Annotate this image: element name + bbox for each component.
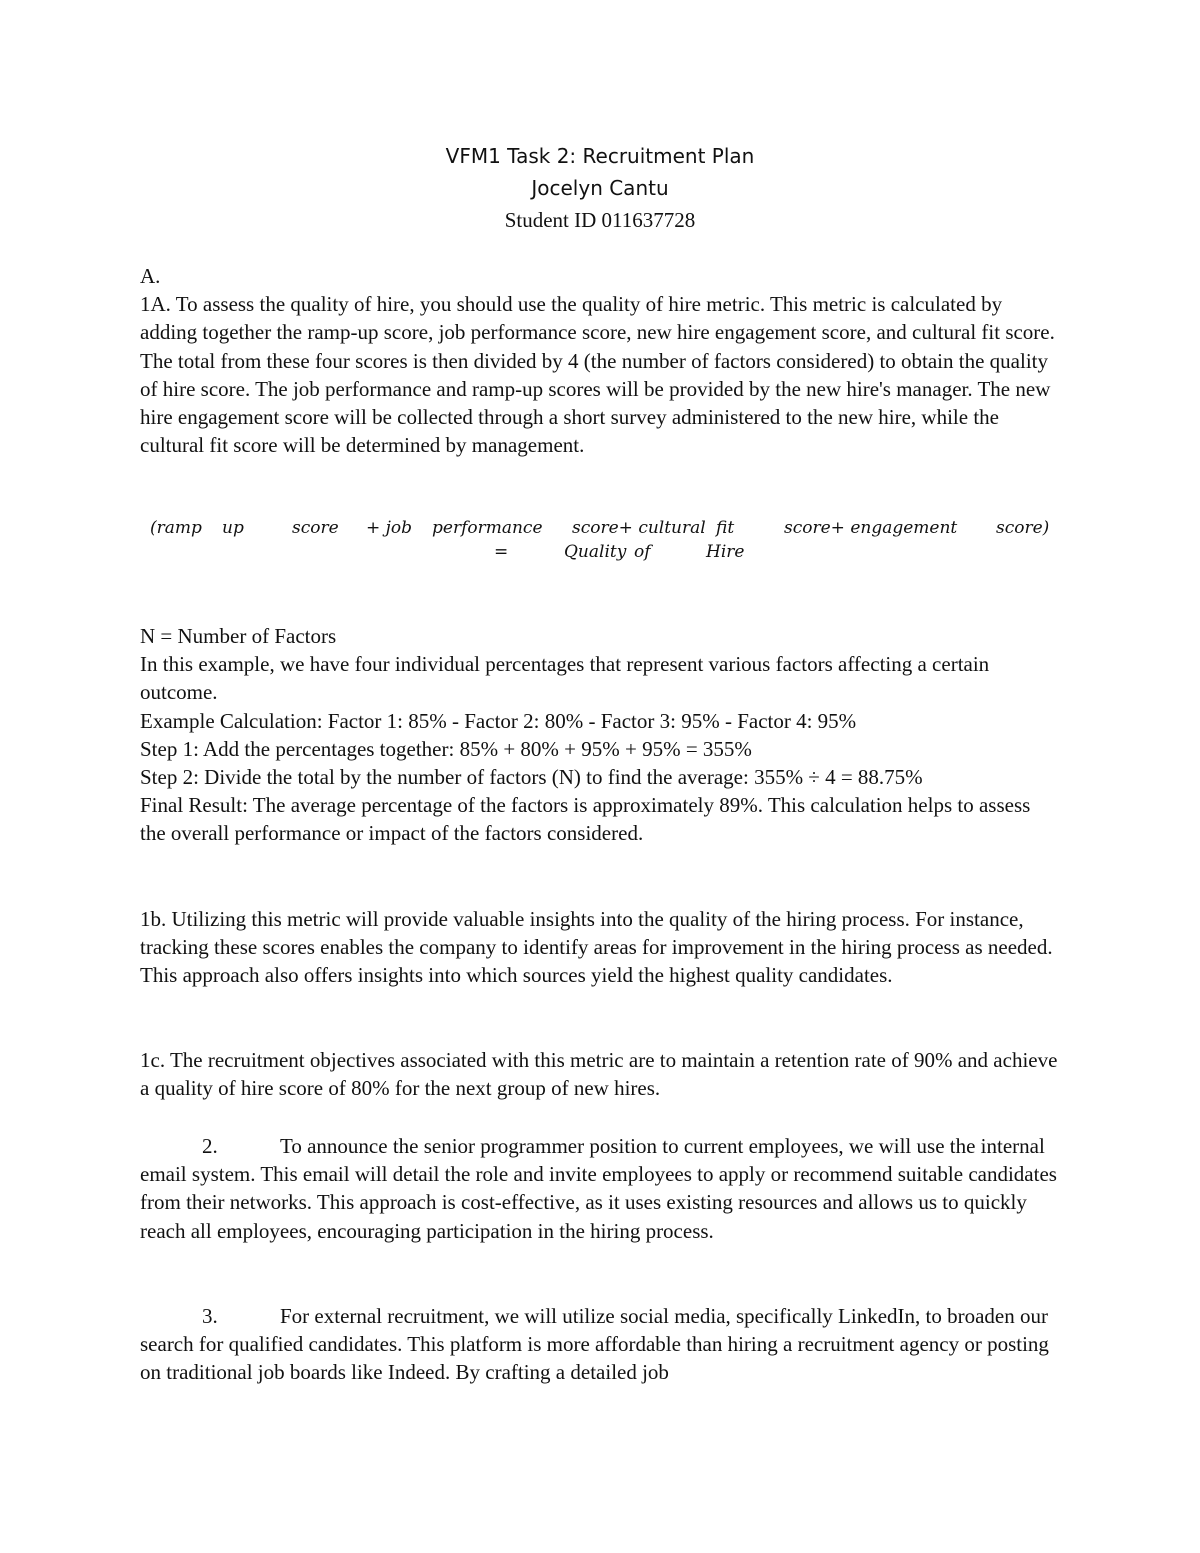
formula-term: score (292, 518, 339, 538)
item-2-paragraph (140, 1132, 1060, 1245)
formula-term: up (222, 518, 244, 538)
formula-result (140, 542, 1060, 566)
formula-term: (ramp (150, 518, 202, 538)
example-section (140, 622, 1060, 848)
formula-term: Hire (706, 542, 745, 562)
n-definition: N = Number of Factors (140, 624, 337, 648)
formula-term: score) (996, 518, 1050, 538)
formula-term: score+ cultural (572, 518, 706, 538)
author-name: Jocelyn Cantu (531, 176, 669, 200)
paragraph-1a: 1A. To assess the quality of hire, you should use the quality of hire metric. This metric is calculated by adding together the ramp-up score, job performance score, new hire engagement score, and cultural fit score. The total from these four scores is then divided by 4 (the number of factors considered) to obtain the quality of hire score. The job performance and ramp-up scores will be provided by the new hire's manager. The new hire engagement score will be collected through a short survey administered to the new hire, while the cultural fit score will be determined by management. (140, 292, 1055, 458)
section-1b (140, 905, 1060, 990)
paragraph-1c: 1c. The recruitment objectives associated with this metric are to maintain a retention rate of 90% and achieve a quality of hire score of 80% for the next group of new hires. (140, 1048, 1058, 1101)
title-block (0, 140, 1200, 236)
item-2-text: To announce the senior programmer position to current employees, we will use the internal email system. This email will detail the role and invite employees to apply or recommend suitable candidates from their networks. This approach is cost-effective, as it uses existing resources and allows us to quickly reach all employees, encouraging participation in the hiring process. (140, 1134, 1057, 1243)
formula-term: fit (716, 518, 735, 538)
student-id: Student ID 011637728 (504, 208, 696, 232)
section-a (140, 262, 1060, 459)
item-3-number: 3. (202, 1304, 218, 1328)
example-intro: In this example, we have four individual percentages that represent various factors affecting a certain outcome. (140, 652, 990, 705)
formula-term: score+ engagement (784, 518, 958, 538)
formula-term: of (634, 542, 651, 562)
section-3 (140, 1302, 1060, 1387)
formula-numerator (140, 518, 1060, 542)
formula-term: + job (366, 518, 413, 538)
item-3-paragraph (140, 1302, 1060, 1387)
item-2-number: 2. (202, 1134, 218, 1158)
quality-of-hire-formula (140, 518, 1060, 566)
example-calculation: Example Calculation: Factor 1: 85% - Factor 2: 80% - Factor 3: 95% - Factor 4: 95% (140, 708, 857, 733)
formula-term: performance (432, 518, 543, 538)
formula-equals: = (494, 542, 509, 562)
section-2 (140, 1132, 1060, 1245)
item-3-text: For external recruitment, we will utilize social media, specifically LinkedIn, to broaden our search for qualified candidates. This platform is more affordable than hiring a recruitment agency or posting on traditional job boards like Indeed. By crafting a detailed job (140, 1304, 1049, 1385)
document-title: VFM1 Task 2: Recruitment Plan (445, 144, 755, 168)
final-result: Final Result: The average percentage of the factors is approximately 89%. This calculation helps to assess the overall performance or impact of the factors considered. (140, 793, 1031, 846)
step-2: Step 2: Divide the total by the number of factors (N) to find the average: 355% ÷ 4 = 88.75% (140, 765, 923, 790)
formula-term: Quality (564, 542, 627, 562)
step-1: Step 1: Add the percentages together: 85% + 80% + 95% + 95% = 355% (140, 736, 752, 761)
section-1c (140, 1046, 1060, 1102)
paragraph-1b: 1b. Utilizing this metric will provide valuable insights into the quality of the hiring process. For instance, tracking these scores enables the company to identify areas for improvement in the hiring process as needed. This approach also offers insights into which sources yield the highest quality candidates. (140, 907, 1053, 988)
section-a-label: A. (140, 264, 161, 288)
